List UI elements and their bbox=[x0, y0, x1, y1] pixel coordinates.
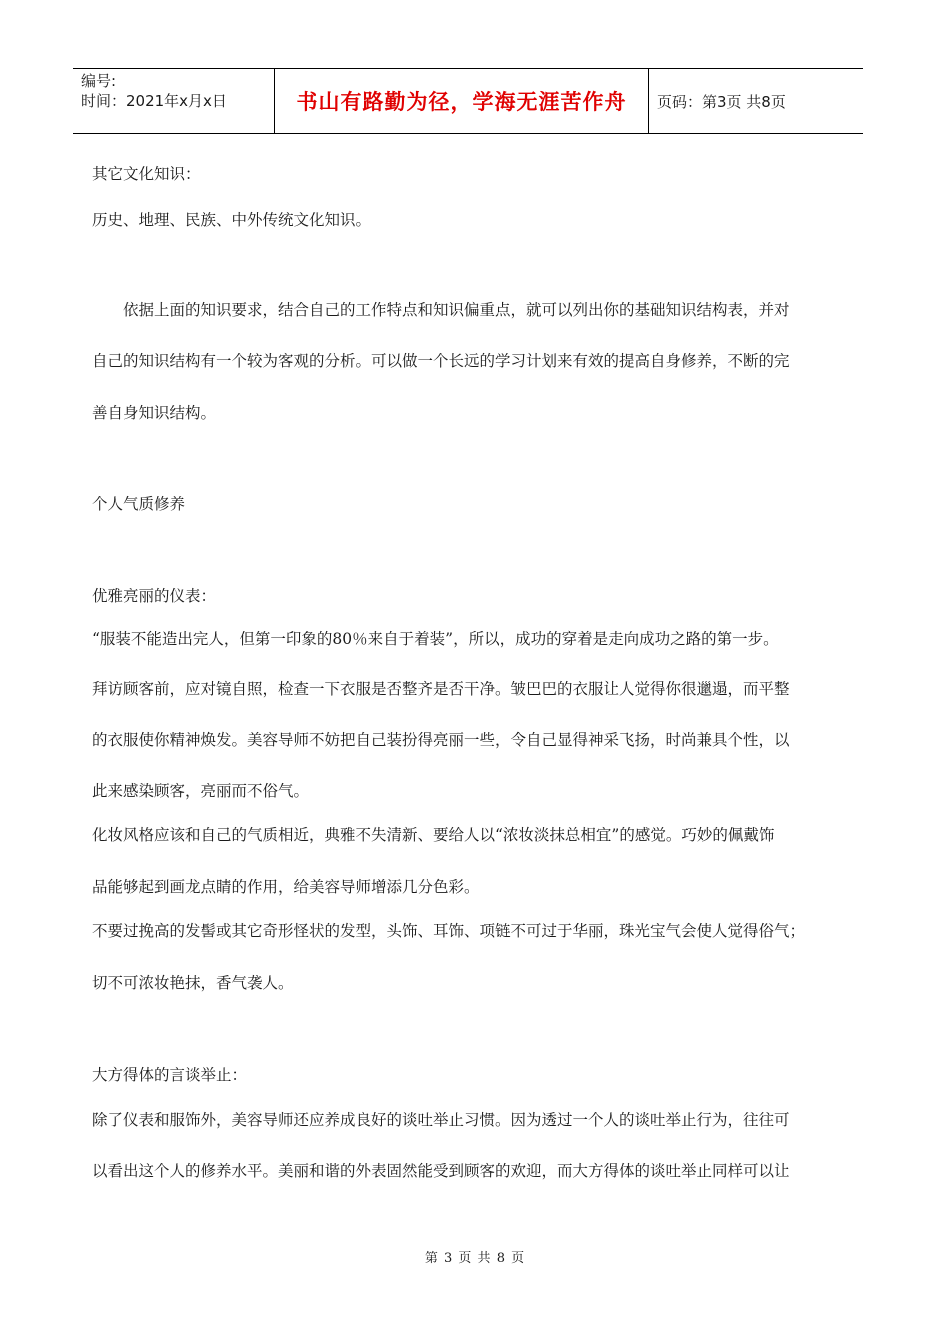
document-time-label: 时间：2021年x月x日 bbox=[81, 92, 227, 110]
paragraph-line: 自己的知识结构有一个较为客观的分析。可以做一个长远的学习计划来有效的提高自身修养，不断的完 bbox=[92, 352, 790, 370]
section-heading-elegant-appearance: 优雅亮丽的仪表： bbox=[92, 587, 217, 605]
paragraph-line: 切不可浓妆艳抹，香气袭人。 bbox=[92, 974, 294, 992]
paragraph-line: 不要过挽高的发髻或其它奇形怪状的发型，头饰、耳饰、项链不可过于华丽，珠光宝气会使人觉得俗气； bbox=[92, 922, 806, 940]
paragraph-line: 化妆风格应该和自己的气质相近，典雅不失清新、要给人以“浓妆淡抹总相宜”的感觉。巧妙的佩戴饰 bbox=[92, 826, 775, 844]
paragraph-line: 善自身知识结构。 bbox=[92, 404, 217, 422]
paragraph-line: 品能够起到画龙点睛的作用，给美容导师增添几分色彩。 bbox=[92, 878, 480, 896]
header-motto: 书山有路勤为径，学海无涯苦作舟 bbox=[275, 69, 649, 133]
section-heading-other-knowledge: 其它文化知识： bbox=[92, 165, 201, 183]
section-heading-personal-temperament: 个人气质修养 bbox=[92, 495, 186, 513]
paragraph-line: 拜访顾客前，应对镜自照，检查一下衣服是否整齐是否干净。皱巴巴的衣服让人觉得你很邋遢，而平整 bbox=[92, 680, 790, 698]
paragraph-line: 依据上面的知识要求，结合自己的工作特点和知识偏重点，就可以列出你的基础知识结构表，并对 bbox=[123, 301, 790, 319]
paragraph-line: 以看出这个人的修养水平。美丽和谐的外表固然能受到顾客的欢迎，而大方得体的谈吐举止同样可以让 bbox=[92, 1162, 790, 1180]
page-header bbox=[73, 68, 863, 134]
section-heading-graceful-manners: 大方得体的言谈举止： bbox=[92, 1066, 248, 1084]
paragraph-line: 此来感染顾客，亮丽而不俗气。 bbox=[92, 782, 310, 800]
header-page-info: 页码：第3页 共8页 bbox=[657, 92, 786, 111]
paragraph-line: 历史、地理、民族、中外传统文化知识。 bbox=[92, 211, 372, 229]
page-footer: 第 3 页 共 8 页 bbox=[424, 1251, 526, 1266]
paragraph-line: “服装不能造出完人，但第一印象的80％来自于着装”，所以，成功的穿着是走向成功之路的第一步。 bbox=[92, 630, 779, 648]
paragraph-line: 的衣服使你精神焕发。美容导师不妨把自己装扮得亮丽一些，令自己显得神采飞扬，时尚兼具个性，以 bbox=[92, 731, 790, 749]
paragraph-line: 除了仪表和服饰外，美容导师还应养成良好的谈吐举止习惯。因为透过一个人的谈吐举止行为，往往可 bbox=[92, 1111, 790, 1129]
document-number-label: 编号: bbox=[81, 72, 117, 90]
header-meta bbox=[73, 69, 275, 133]
